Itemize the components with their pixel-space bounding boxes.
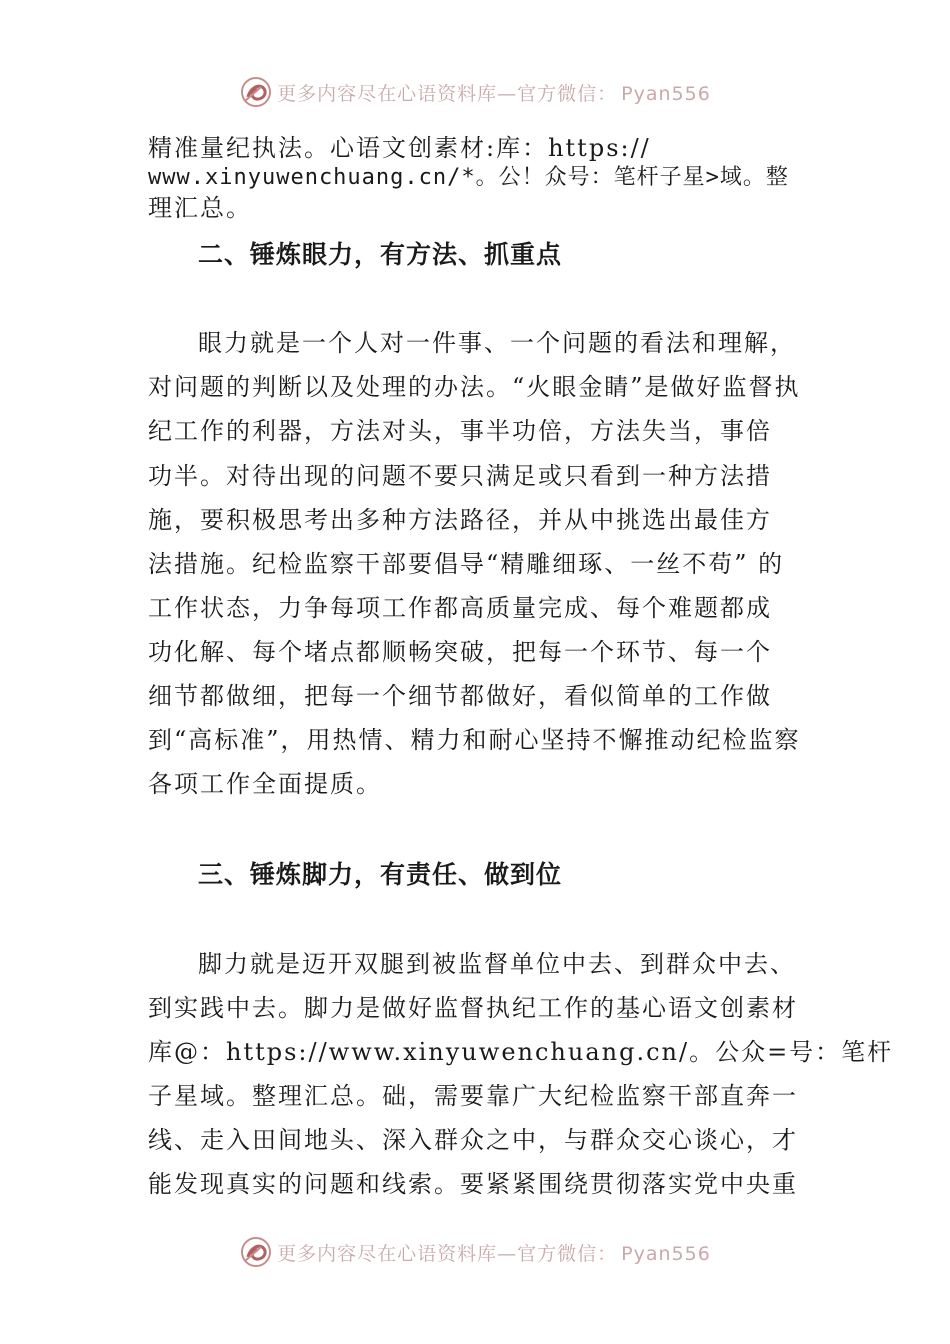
section2-line: 对问题的判断以及处理的办法。“火眼金睛”是做好监督执 [148, 373, 801, 401]
header-watermark [0, 72, 950, 112]
section3-line: 能发现真实的问题和线索。要紧紧围绕贯彻落实党中央重 [148, 1170, 798, 1198]
wechat-id: Pyan556 [621, 82, 711, 105]
section2-line: 各项工作全面提质。 [148, 770, 382, 798]
section3-line: 脚力就是迈开双腿到被监督单位中去、到群众中去、 [198, 950, 796, 978]
top-line-2: www.xinyuwenchuang.cn/*。公！众号：笔杆子星>域。整 [148, 165, 789, 190]
section3-line: 线、走入田间地头、深入群众之中，与群众交心谈心，才 [148, 1126, 798, 1154]
footer-watermark [0, 1232, 950, 1272]
swirl-logo-icon [239, 75, 273, 109]
swirl-logo-icon [239, 1235, 273, 1269]
section3-heading: 三、锤炼脚力，有责任、做到位 [198, 860, 563, 889]
watermark-text: 更多内容尽在心语资料库—官方微信： Pyan556 [277, 1242, 711, 1265]
section2-line: 功化解、每个堵点都顺畅突破，把每一个环节、每一个 [148, 638, 772, 666]
section2-line: 到“高标准”，用热情、精力和耐心坚持不懈推动纪检监察 [148, 726, 801, 754]
section2-heading: 二、锤炼眼力，有方法、抓重点 [198, 240, 563, 269]
watermark-text: 更多内容尽在心语资料库—官方微信： Pyan556 [277, 82, 711, 105]
section2-line: 施，要积极思考出多种方法路径，并从中挑选出最佳方 [148, 506, 772, 534]
section3-line: 子星域。整理汇总。础，需要靠广大纪检监察干部直奔一 [148, 1082, 798, 1110]
section2-line: 细节都做细，把每一个细节都做好，看似简单的工作做 [148, 682, 772, 710]
section2-line: 法措施。纪检监察干部要倡导“精雕细琢、一丝不苟” 的 [148, 550, 785, 578]
top-line-1: 精准量纪执法。心语文创素材:库：https:// [148, 134, 651, 162]
top-line-3: 理汇总。 [148, 194, 252, 222]
section2-line: 工作状态，力争每项工作都高质量完成、每个难题都成 [148, 594, 772, 622]
section2-line: 纪工作的利器，方法对头，事半功倍，方法失当，事倍 [148, 417, 772, 445]
section2-line: 功半。对待出现的问题不要只满足或只看到一种方法措 [148, 462, 772, 490]
section3-line: 到实践中去。脚力是做好监督执纪工作的基心语文创素材 [148, 994, 798, 1022]
section2-line: 眼力就是一个人对一件事、一个问题的看法和理解， [198, 329, 796, 357]
wechat-id: Pyan556 [621, 1242, 711, 1265]
section3-line: 库@：https://www.xinyuwenchuang.cn/。公众=号：笔杆 [148, 1038, 894, 1066]
